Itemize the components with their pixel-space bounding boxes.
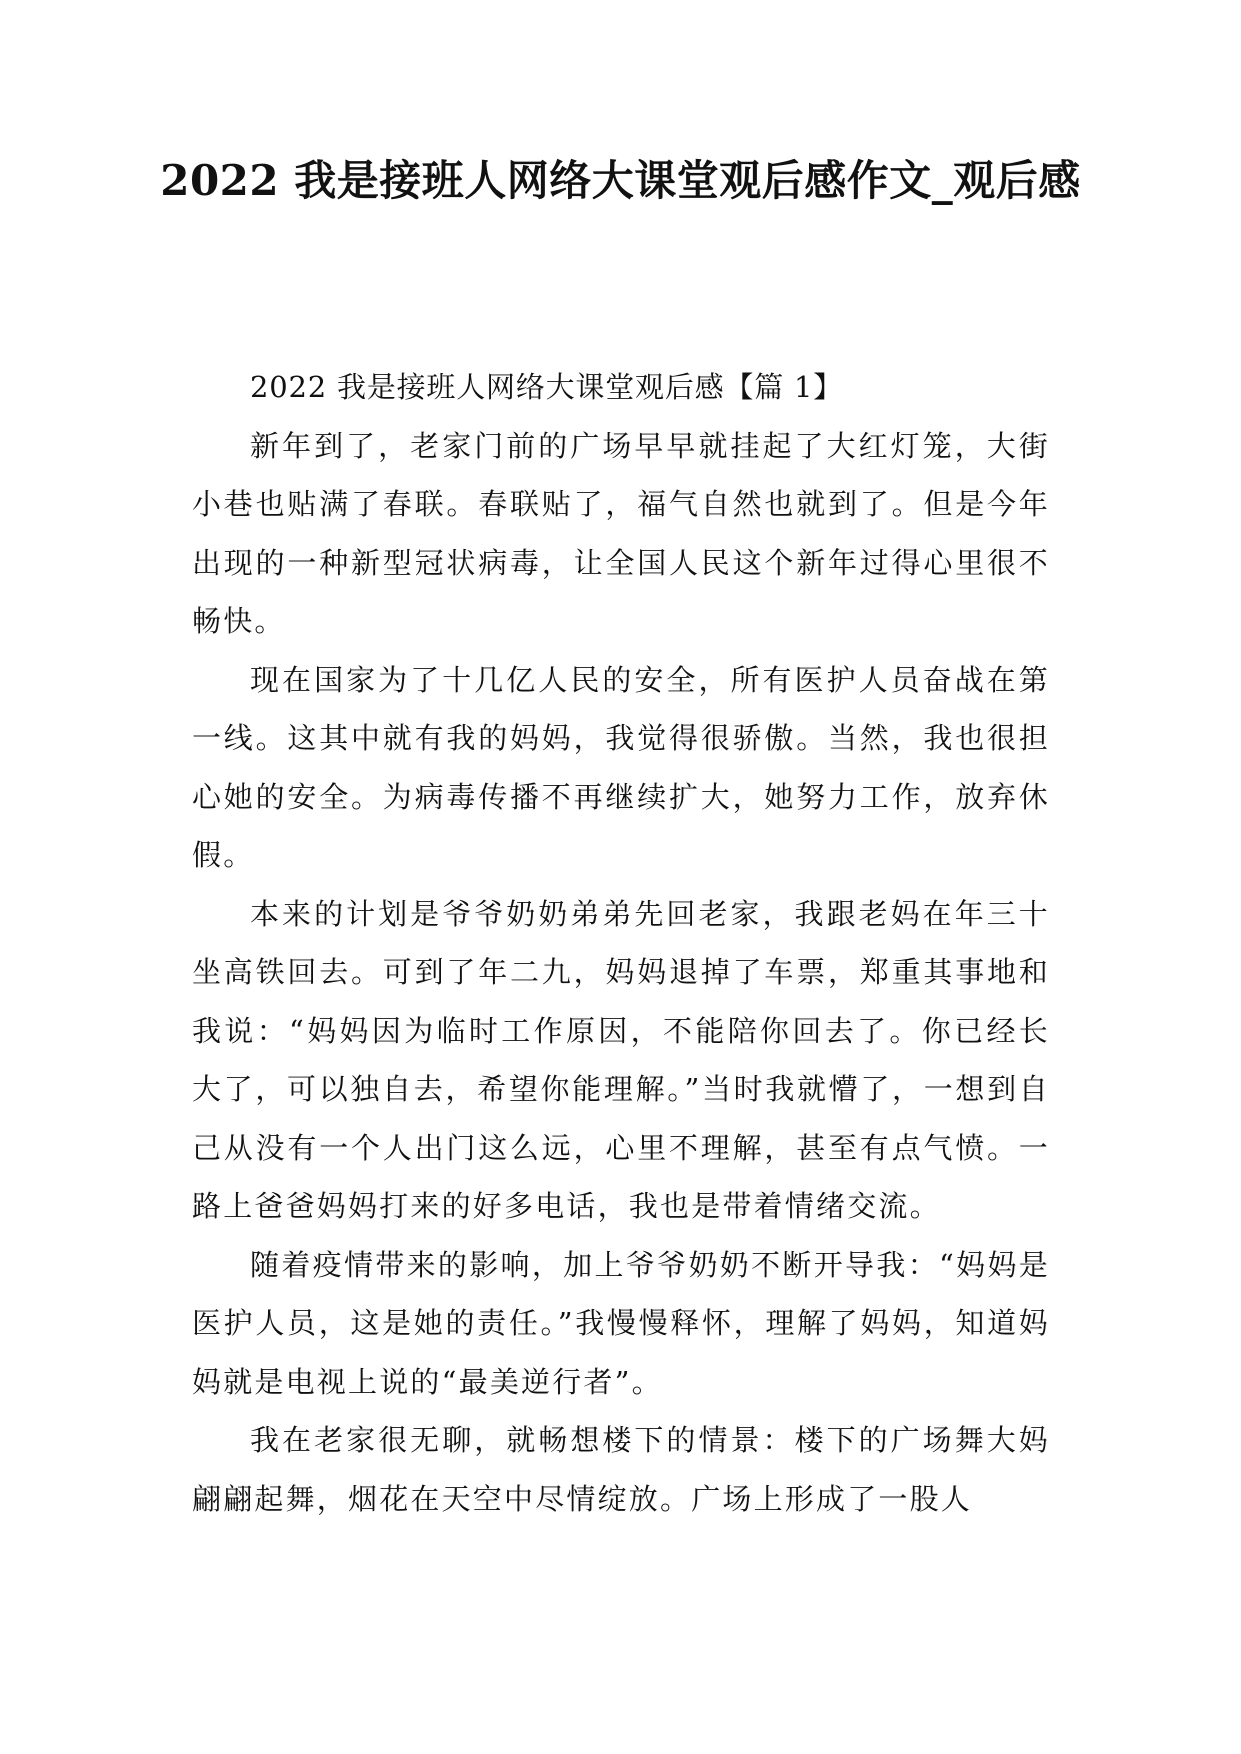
section-heading: 2022 我是接班人网络大课堂观后感【篇 1】 (250, 370, 844, 404)
paragraph-2: 现在国家为了十几亿人民的安全，所有医护人员奋战在第一线。这其中就有我的妈妈，我觉得很骄傲。当然，我也很担心她的安全。为病毒传播不再继续扩大，她努力工作，放弃休假。 (192, 662, 1050, 872)
paragraph-4: 随着疫情带来的影响，加上爷爷奶奶不断开导我：“妈妈是医护人员，这是她的责任。”我慢慢释怀，理解了妈妈，知道妈妈就是电视上说的“最美逆行者”。 (192, 1247, 1050, 1399)
document-body (192, 358, 1050, 1528)
paragraph-5: 我在老家很无聊，就畅想楼下的情景：楼下的广场舞大妈翩翩起舞，烟花在天空中尽情绽放。广场上形成了一股人 (192, 1423, 1050, 1516)
paragraph-3: 本来的计划是爷爷奶奶弟弟先回老家，我跟老妈在年三十坐高铁回去。可到了年二九，妈妈退掉了车票，郑重其事地和我说：“妈妈因为临时工作原因，不能陪你回去了。你已经长大了，可以独自去，希望你能理解。”当时我就懵了，一想到自己从没有一个人出门这么远，心里不理解，甚至有点气愤。一路上爸爸妈妈打来的好多电话，我也是带着情绪交流。 (192, 896, 1050, 1223)
paragraph-1: 新年到了，老家门前的广场早早就挂起了大红灯笼，大街小巷也贴满了春联。春联贴了，福气自然也就到了。但是今年出现的一种新型冠状病毒，让全国人民这个新年过得心里很不畅快。 (192, 428, 1050, 638)
document-title: 2022 我是接班人网络大课堂观后感作文_观后感 (160, 156, 1081, 205)
